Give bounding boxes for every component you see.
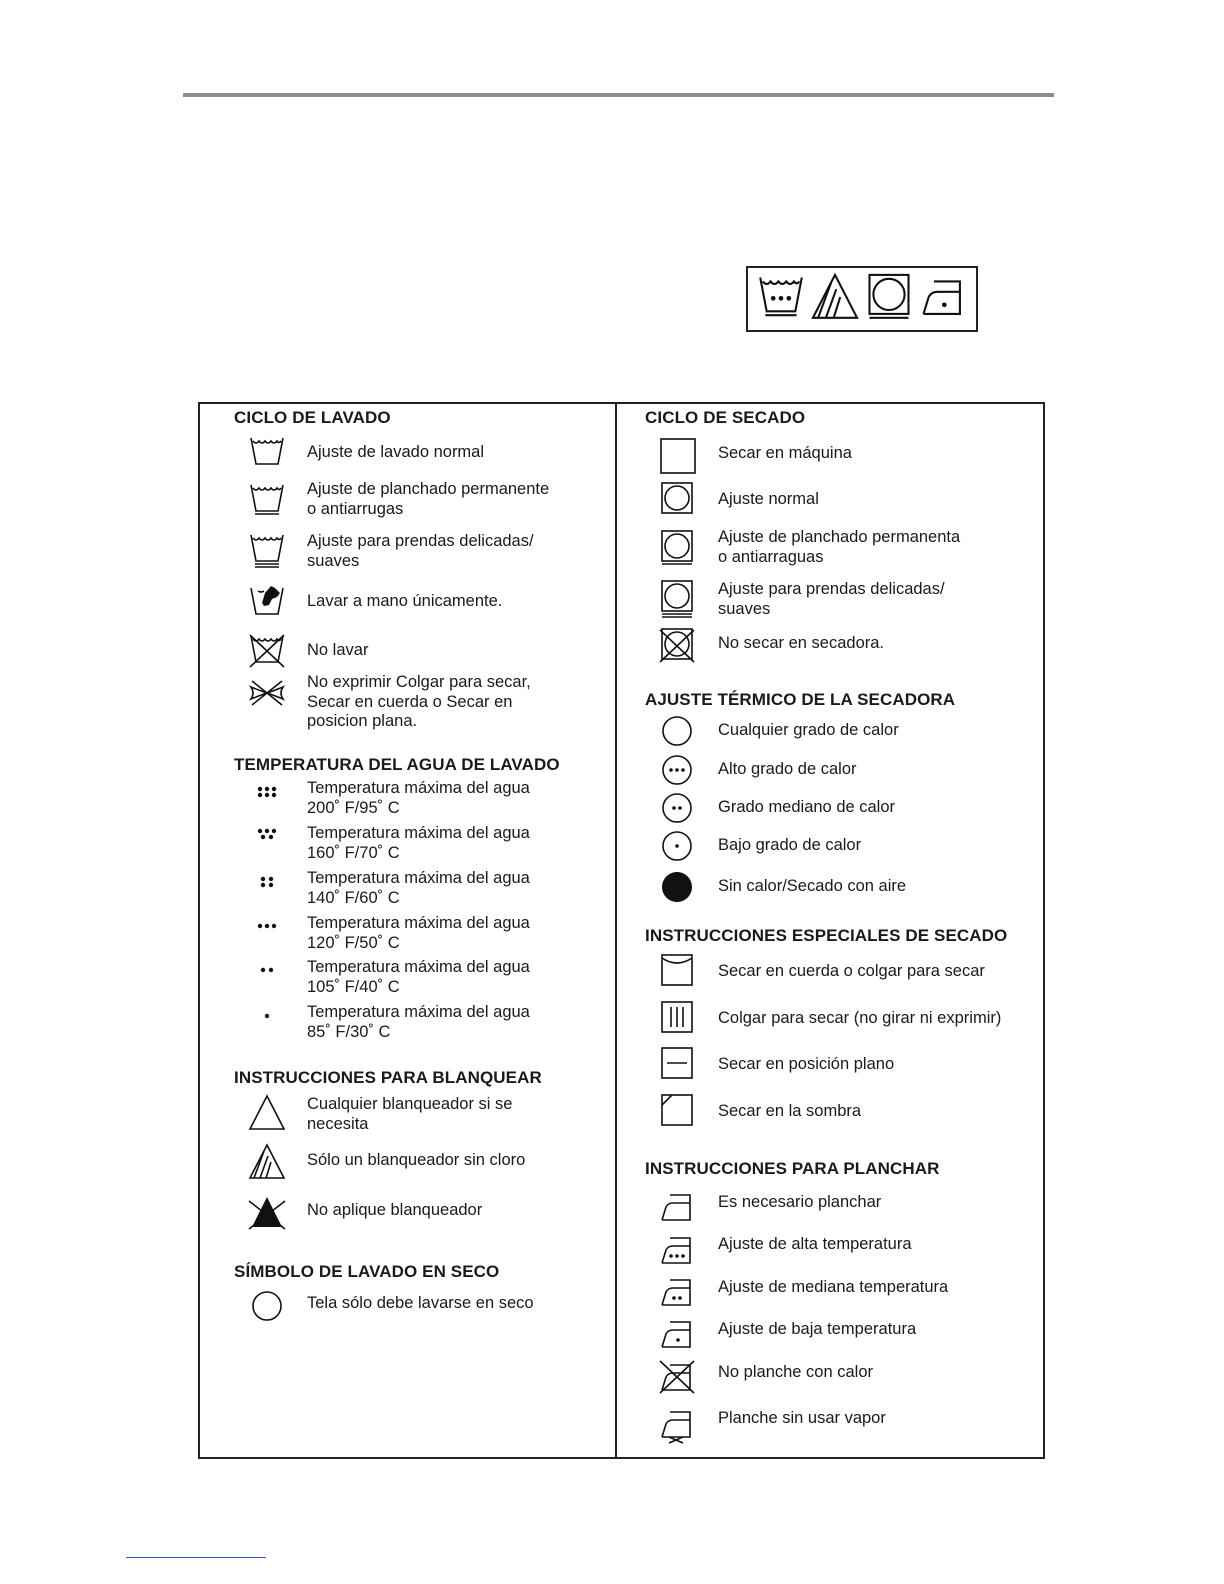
square-icon [657, 436, 697, 476]
header-rule [183, 93, 1054, 97]
iron-steam-x-icon [657, 1404, 697, 1444]
section-heading: INSTRUCCIONES ESPECIALES DE SECADO [645, 926, 1008, 945]
care-label: Alto grado de calor [718, 760, 857, 778]
tub-3dots-bar-icon [755, 271, 807, 328]
care-label: Ajuste para prendas delicadas/ suaves [718, 580, 945, 618]
square-circle-x-icon [657, 626, 697, 666]
iron-1dot-icon [917, 271, 969, 328]
dots-2-icon [247, 950, 287, 990]
care-label: Secar en posición plano [718, 1055, 895, 1073]
care-label: Temperatura máxima del agua 120˚ F/50˚ C [307, 914, 530, 952]
section-heading: TEMPERATURA DEL AGUA DE LAVADO [234, 755, 560, 774]
care-label: Cualquier grado de calor [718, 721, 899, 739]
care-label: Cualquier blanqueador si se necesita [307, 1095, 513, 1133]
care-label: Ajuste para prendas delicadas/ suaves [307, 532, 534, 570]
section-heading: CICLO DE LAVADO [234, 408, 391, 427]
wring-x-icon [247, 673, 287, 713]
tub-1bar-icon [247, 480, 287, 520]
care-label: Secar en la sombra [718, 1102, 862, 1120]
iron-2dots-icon [657, 1272, 697, 1312]
care-label: No secar en secadora. [718, 634, 885, 652]
care-label: Ajuste de baja temperatura [718, 1320, 917, 1338]
iron-1dot-icon [657, 1314, 697, 1354]
care-label: Bajo grado de calor [718, 836, 862, 854]
tub-2bar-icon [247, 530, 287, 570]
dots-5-icon [247, 815, 287, 855]
section-heading: SÍMBOLO DE LAVADO EN SECO [234, 1262, 500, 1281]
square-diag-icon [657, 1092, 697, 1132]
square-circle-icon [657, 480, 697, 520]
triangle-icon [247, 1093, 287, 1133]
dots-1-icon [247, 996, 287, 1036]
dots-6-icon [247, 772, 287, 812]
square-curve-icon [657, 952, 697, 992]
circle-3dots-icon [657, 750, 697, 790]
circle-2dots-icon [657, 788, 697, 828]
care-label: Ajuste normal [718, 490, 819, 508]
square-circle-1bar-icon [657, 528, 697, 568]
care-symbols-legend [746, 266, 978, 332]
care-label: Secar en máquina [718, 444, 852, 462]
care-label: Temperatura máxima del agua 140˚ F/60˚ C [307, 869, 530, 907]
square-hline-icon [657, 1045, 697, 1085]
section-heading: INSTRUCCIONES PARA BLANQUEAR [234, 1068, 542, 1087]
dots-4-icon [247, 862, 287, 902]
section-heading: CICLO DE SECADO [645, 408, 806, 427]
square-3vlines-icon [657, 999, 697, 1039]
care-label: Ajuste de mediana temperatura [718, 1278, 949, 1296]
care-label: Temperatura máxima del agua 160˚ F/70˚ C [307, 824, 530, 862]
triangle-lines-icon [809, 271, 861, 328]
section-heading: INSTRUCCIONES PARA PLANCHAR [645, 1159, 940, 1178]
tub-x-icon [247, 631, 287, 671]
tub-icon [247, 433, 287, 473]
circle-filled-icon [657, 867, 697, 907]
care-label: Temperatura máxima del agua 85˚ F/30˚ C [307, 1003, 530, 1041]
column-divider [615, 402, 617, 1459]
care-label: Grado mediano de calor [718, 798, 896, 816]
care-label: Temperatura máxima del agua 105˚ F/40˚ C [307, 958, 530, 996]
tub-hand-icon [247, 583, 287, 623]
care-label: Ajuste de lavado normal [307, 443, 485, 461]
dots-3-icon [247, 906, 287, 946]
care-label: Tela sólo debe lavarse en seco [307, 1294, 534, 1312]
care-label: Sin calor/Secado con aire [718, 877, 907, 895]
square-circle-bar-icon [863, 271, 915, 328]
care-label: Lavar a mano únicamente. [307, 592, 503, 610]
square-circle-2bar-icon [657, 578, 697, 618]
circle-icon [657, 711, 697, 751]
care-label: Temperatura máxima del agua 200˚ F/95˚ C [307, 779, 530, 817]
iron-3dots-icon [657, 1230, 697, 1270]
care-label: Planche sin usar vapor [718, 1409, 886, 1427]
care-label: Colgar para secar (no girar ni exprimir) [718, 1009, 1002, 1027]
triangle-lines-icon [247, 1142, 287, 1182]
care-label: No lavar [307, 641, 369, 659]
care-label: No planche con calor [718, 1363, 874, 1381]
footer-link-line [126, 1557, 266, 1558]
circle-1dot-icon [657, 826, 697, 866]
care-label: No exprimir Colgar para secar, Secar en cuerda o Secar en posicion plana. [307, 673, 531, 730]
care-label: No aplique blanqueador [307, 1201, 483, 1219]
triangle-filled-x-icon [247, 1193, 287, 1233]
section-heading: AJUSTE TÉRMICO DE LA SECADORA [645, 690, 956, 709]
care-label: Ajuste de planchado permanente o antiarrugas [307, 480, 550, 518]
care-label: Secar en cuerda o colgar para secar [718, 962, 985, 980]
circle-icon [247, 1286, 287, 1326]
care-label: Ajuste de alta temperatura [718, 1235, 912, 1253]
care-label: Ajuste de planchado permanenta o antiarraguas [718, 528, 961, 566]
iron-icon [657, 1187, 697, 1227]
care-label: Sólo un blanqueador sin cloro [307, 1151, 526, 1169]
iron-x-icon [657, 1357, 697, 1397]
care-label: Es necesario planchar [718, 1193, 882, 1211]
